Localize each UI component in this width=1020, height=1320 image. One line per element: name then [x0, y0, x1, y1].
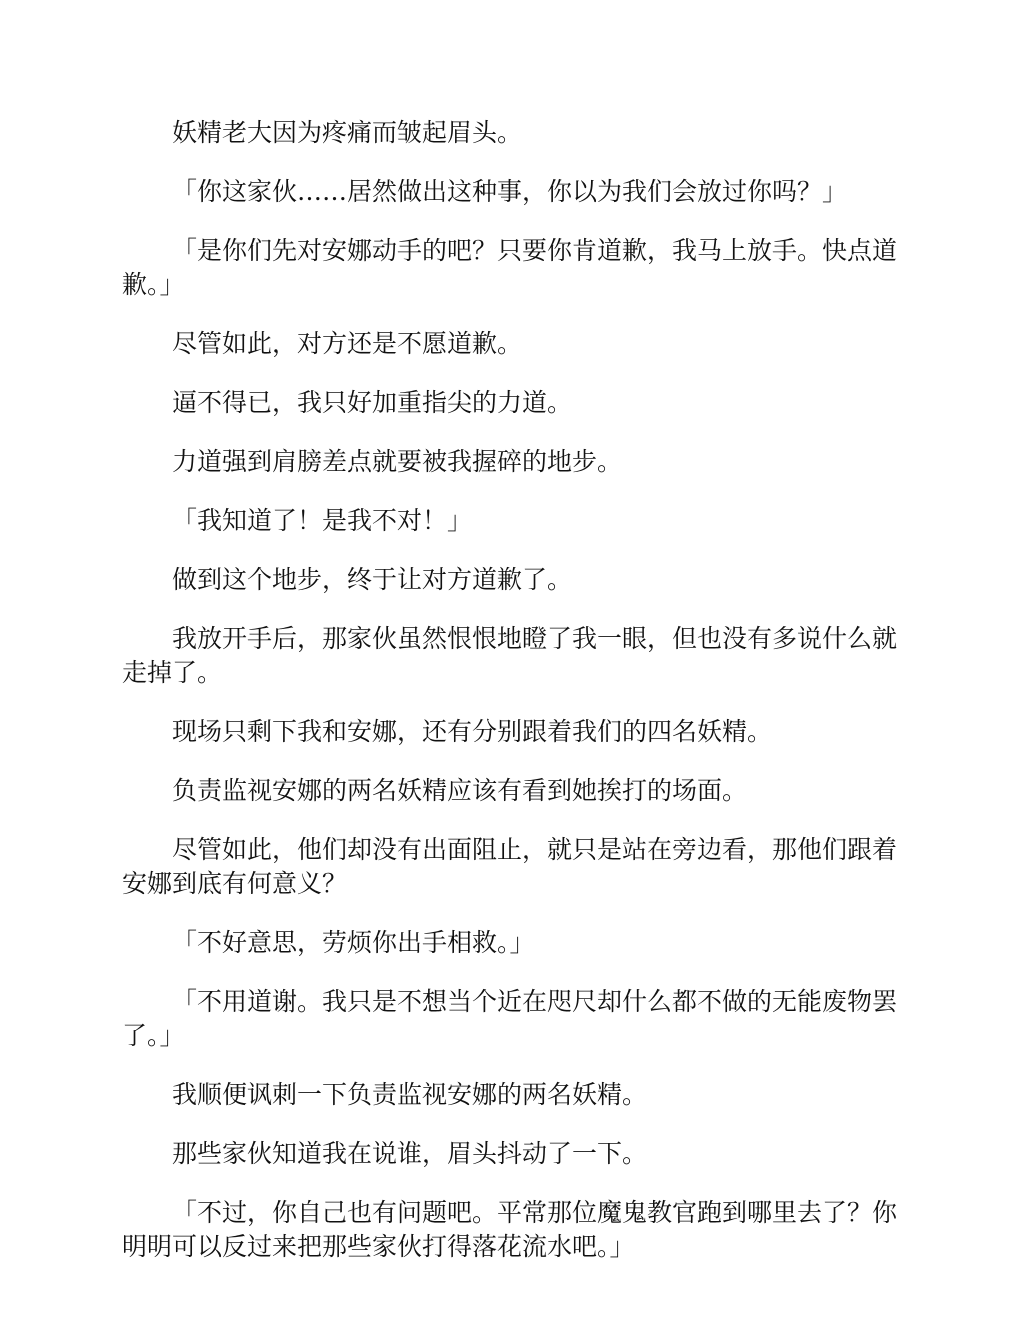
paragraph-9: 我放开手后，那家伙虽然恨恨地瞪了我一眼，但也没有多说什么就走掉了。 [122, 624, 898, 687]
paragraph-12: 尽管如此，他们却没有出面阻止，就只是站在旁边看，那他们跟着安娜到底有何意义？ [122, 835, 898, 898]
paragraph-2: 「你这家伙……居然做出这种事，你以为我们会放过你吗？」 [172, 177, 848, 206]
paragraph-6: 力道强到肩膀差点就要被我握碎的地步。 [172, 447, 623, 476]
paragraph-7: 「我知道了！是我不对！」 [172, 506, 473, 535]
paragraph-10: 现场只剩下我和安娜，还有分别跟着我们的四名妖精。 [172, 717, 773, 746]
paragraph-14: 「不用道谢。我只是不想当个近在咫尺却什么都不做的无能废物罢了。」 [122, 987, 898, 1050]
paragraph-13: 「不好意思，劳烦你出手相救。」 [172, 928, 535, 957]
paragraph-5: 逼不得已，我只好加重指尖的力道。 [172, 388, 573, 417]
paragraph-4: 尽管如此，对方还是不愿道歉。 [172, 329, 523, 358]
paragraph-11: 负责监视安娜的两名妖精应该有看到她挨打的场面。 [172, 776, 748, 805]
paragraph-8: 做到这个地步，终于让对方道歉了。 [172, 565, 573, 594]
paragraph-1: 妖精老大因为疼痛而皱起眉头。 [172, 118, 523, 147]
paragraph-3: 「是你们先对安娜动手的吧？只要你肯道歉，我马上放手。快点道歉。」 [122, 236, 898, 299]
paragraph-16: 那些家伙知道我在说谁，眉头抖动了一下。 [172, 1139, 648, 1168]
paragraph-17: 「不过，你自己也有问题吧。平常那位魔鬼教官跑到哪里去了？你明明可以反过来把那些家伙打得落花流水吧。」 [122, 1198, 898, 1261]
page-body [122, 116, 900, 1289]
paragraph-15: 我顺便讽刺一下负责监视安娜的两名妖精。 [172, 1080, 648, 1109]
